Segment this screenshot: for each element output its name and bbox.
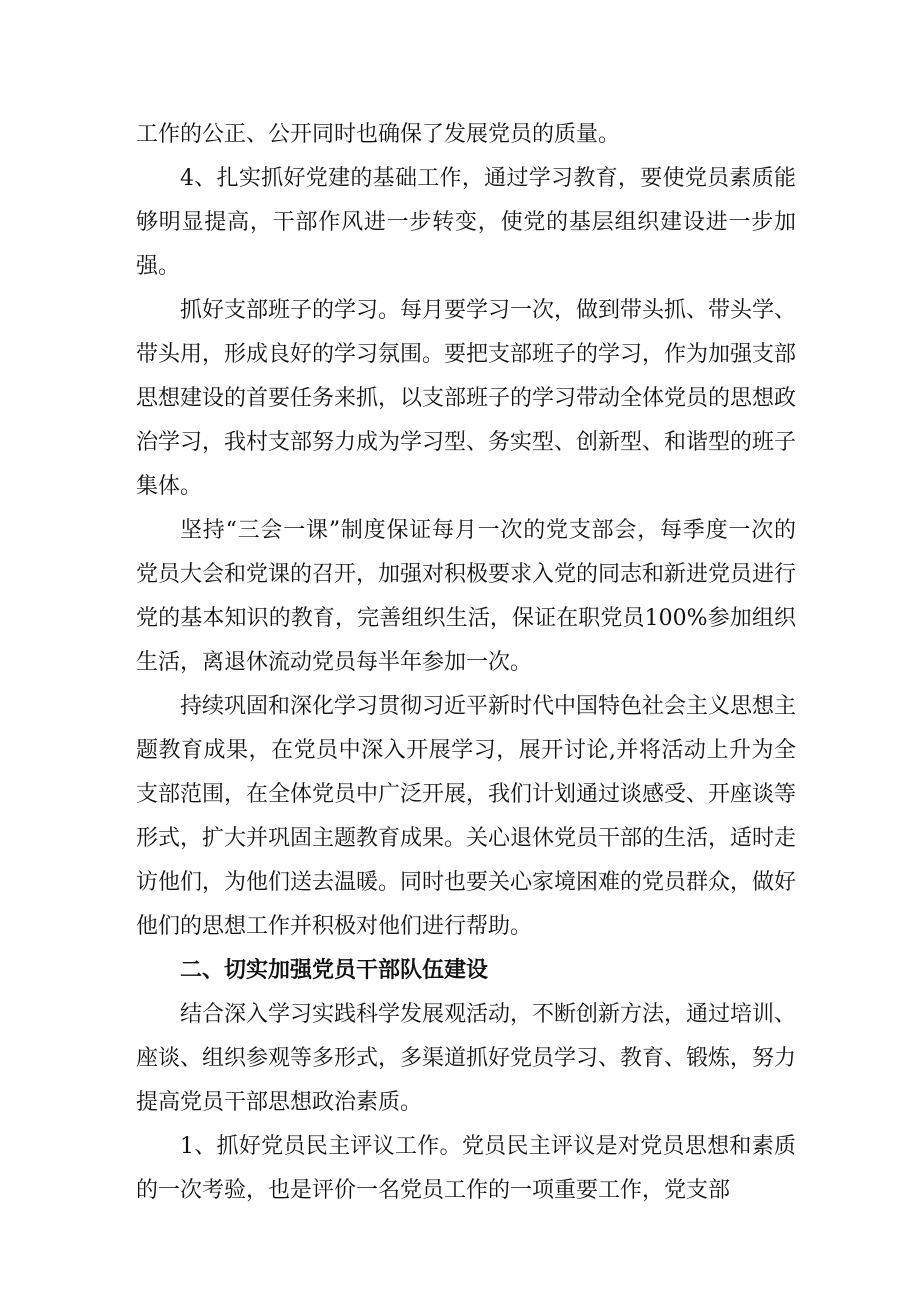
paragraph-item-4: 4、扎实抓好党建的基础工作，通过学习教育，要使党员素质能够明显提高，干部作风进一步转变，使党的基层组织建设进一步加强。 <box>136 166 796 279</box>
paragraph-continuation: 工作的公正、公开同时也确保了发展党员的质量。 <box>136 122 621 147</box>
paragraph-three-meetings: 坚持“三会一课”制度保证每月一次的党支部会，每季度一次的党员大会和党课的召开，加强对积极要求入党的同志和新进党员进行党的基本知识的教育，完善组织生活，保证在职党员100%参加组织生活，离退休流动党员每半年参加一次。 <box>136 518 797 675</box>
paragraph-section-intro: 结合深入学习实践科学发展观活动，不断创新方法，通过培训、座谈、组织参观等多形式，多渠道抓好党员学习、教育、锻炼，努力提高党员干部思想政治素质。 <box>136 1002 797 1115</box>
paragraph-branch-study: 抓好支部班子的学习。每月要学习一次，做到带头抓、带头学、带头用，形成良好的学习氛围。要把支部班子的学习，作为加强支部思想建设的首要任务来抓，以支部班子的学习带动全体党员的思想政治学习，我村支部努力成为学习型、务实型、创新型、和谐型的班子集体。 <box>136 298 797 499</box>
section-heading: 二、切实加强党员干部队伍建设 <box>180 958 489 983</box>
document-page <box>136 113 796 1213</box>
paragraph-item-1: 1、抓好党员民主评议工作。党员民主评议是对党员思想和素质的一次考验，也是评价一名党员工作的一项重要工作，党支部 <box>136 1134 796 1203</box>
paragraph-theme-education: 持续巩固和深化学习贯彻习近平新时代中国特色社会主义思想主题教育成果，在党员中深入开展学习，展开讨论,并将活动上升为全支部范围，在全体党员中广泛开展，我们计划通过谈感受、开座谈等形式，扩大并巩固主题教育成果。关心退休党员干部的生活，适时走访他们，为他们送去温暖。同时也要关心家境困难的党员群众，做好他们的思想工作并积极对他们进行帮助。 <box>136 694 797 939</box>
